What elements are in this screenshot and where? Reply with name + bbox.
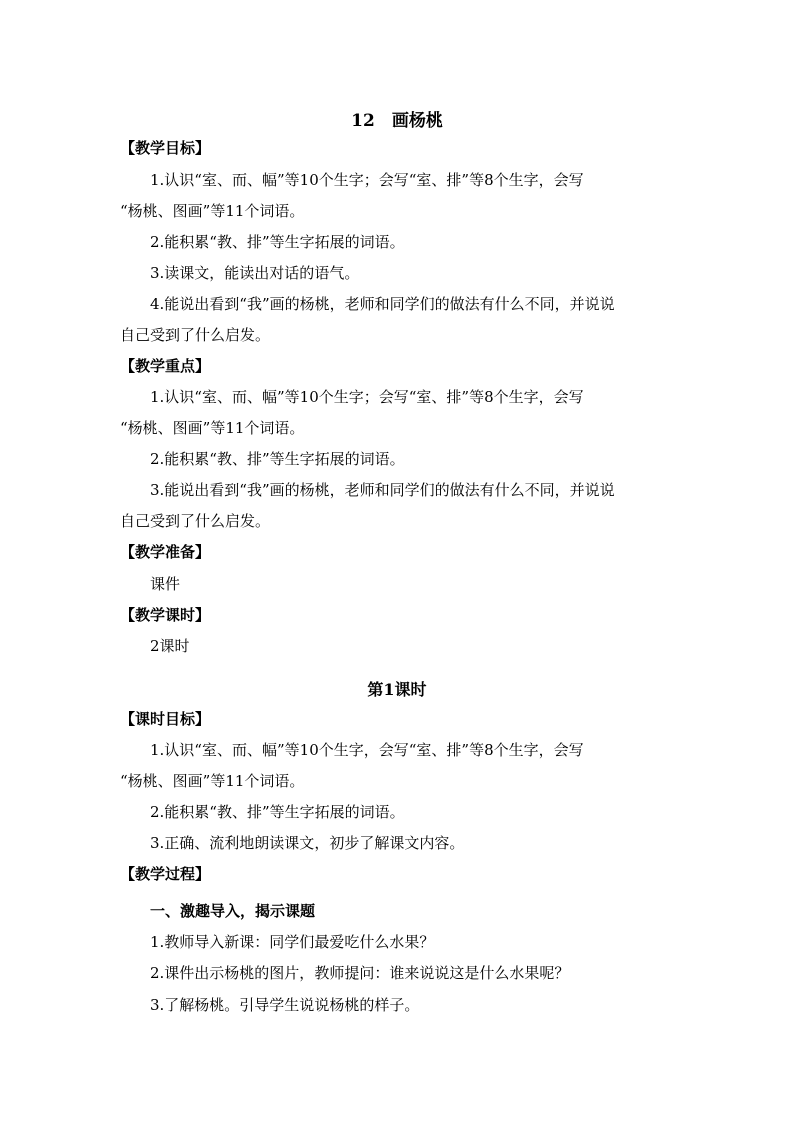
lesson-goal-line-3: 2.能积累“教、排”等生字拓展的词语。	[150, 803, 405, 821]
periods-line: 2课时	[150, 637, 190, 655]
key-point-line-4: 3.能说出看到“我”画的杨桃，老师和同学们的做法有什么不同，并说说	[150, 481, 615, 499]
goal-line-3: 2.能积累“教、排”等生字拓展的词语。	[150, 233, 405, 251]
lesson-goal-line-2: “杨桃、图画”等11个词语。	[120, 772, 305, 790]
lesson-goal-heading: 【课时目标】	[120, 710, 211, 728]
goal-line-5: 4.能说出看到“我”画的杨桃，老师和同学们的做法有什么不同，并说说	[150, 295, 615, 313]
key-point-line-3: 2.能积累“教、排”等生字拓展的词语。	[150, 450, 405, 468]
section-heading-key-points: 【教学重点】	[120, 357, 211, 375]
key-point-line-1: 1.认识“室、而、幅”等10个生字；会写“室、排”等8个生字，会写	[150, 388, 584, 406]
goal-line-2: “杨桃、图画”等11个词语。	[120, 202, 305, 220]
section-heading-preparation: 【教学准备】	[120, 543, 211, 561]
step1-line-2: 2.课件出示杨桃的图片，教师提问：谁来说说这是什么水果呢？	[150, 964, 570, 982]
goal-line-6: 自己受到了什么启发。	[120, 326, 271, 344]
lesson-title: 第1课时	[367, 680, 427, 699]
section-heading-goals: 【教学目标】	[120, 139, 211, 157]
goal-line-4: 3.读课文，能读出对话的语气。	[150, 264, 360, 282]
process-heading: 【教学过程】	[120, 865, 211, 883]
step1-line-3: 3.了解杨桃。引导学生说说杨桃的样子。	[150, 996, 420, 1014]
lesson-goal-line-4: 3.正确、流利地朗读课文，初步了解课文内容。	[150, 834, 465, 852]
lesson-goal-line-1: 1.认识“室、而、幅”等10个生字，会写“室、排”等8个生字，会写	[150, 741, 584, 759]
section-heading-periods: 【教学课时】	[120, 606, 211, 624]
document-title: 12 画杨桃	[351, 111, 443, 131]
preparation-line: 课件	[150, 575, 181, 593]
key-point-line-2: “杨桃、图画”等11个词语。	[120, 419, 305, 437]
goal-line-1: 1.认识“室、而、幅”等10个生字；会写“室、排”等8个生字，会写	[150, 171, 584, 189]
step1-line-1: 1.教师导入新课：同学们最爱吃什么水果？	[150, 933, 435, 951]
step1-title: 一、激趣导入，揭示课题	[150, 902, 316, 920]
key-point-line-5: 自己受到了什么启发。	[120, 512, 271, 530]
